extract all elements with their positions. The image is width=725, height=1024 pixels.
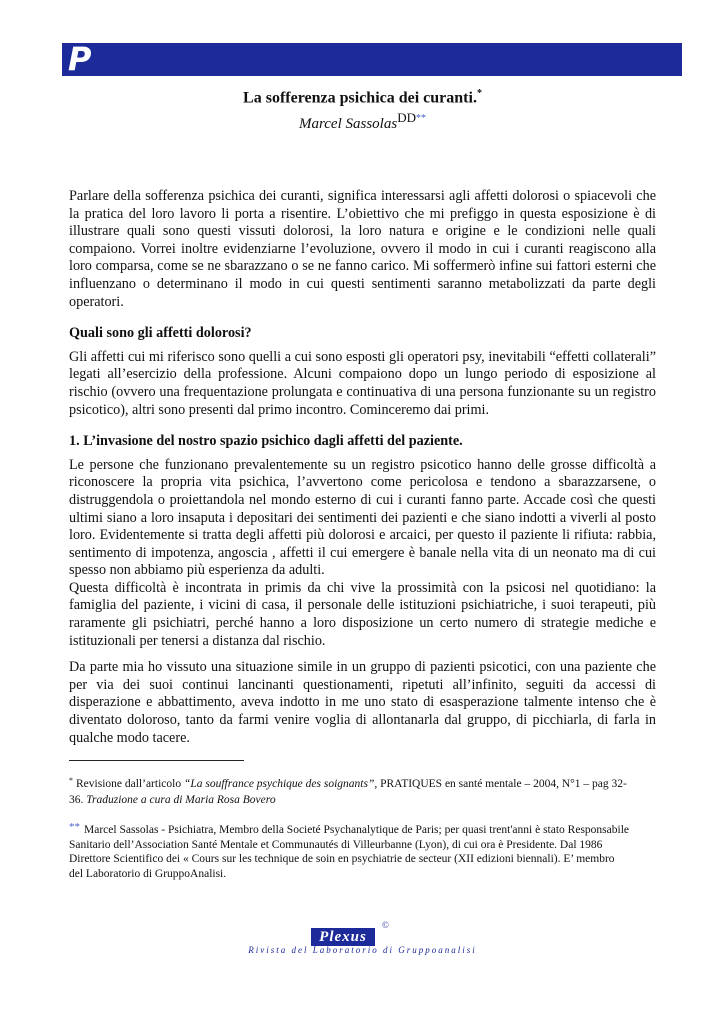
article-title — [0, 88, 725, 107]
invasione-paragraph-2: Questa difficoltà è incontrata in primis da chi vive la prossimità con la psicosi nel quotidiano: la famiglia del paziente, i vicini di casa, il personale delle istituzioni psichiatriche, i suoi terapeuti, più raramente gli psichiatri, perché hanno a loro disposizione un certo numero di strategie mediche e istituzionali per tenersi a distanza dal rischio. — [69, 579, 656, 649]
article-title-text: La sofferenza psichica dei curanti. — [243, 89, 477, 107]
footnote-1-pre: Revisione dall’articolo — [76, 778, 184, 790]
section-heading-invasione: 1. L’invasione del nostro spazio psichico dagli affetti del paziente. — [69, 433, 463, 450]
affetti-paragraph: Gli affetti cui mi riferisco sono quelli a cui sono esposti gli operatori psy, inevitabili “effetti collaterali” legati all’esercizio della professione. Alcuni compaiono dopo un lungo periodo di esposizione al rischio (ovvero una frequentazione prolungata e continuativa di una persona funzionante su un registro psicotico), altri sono presenti dal primo incontro. Cominceremo dai primi. — [69, 348, 656, 418]
journal-subtitle: Rivista del Laboratorio di Gruppoanalisi — [248, 945, 477, 955]
footnote-divider — [69, 760, 244, 761]
footnote-1-translation: Traduzione a cura di Maria Rosa Bovero — [86, 793, 276, 806]
footnote-2-mark: ** — [69, 821, 80, 833]
intro-paragraph: Parlare della sofferenza psichica dei curanti, significa interessarsi agli affetti dolorosi o spiacevoli che la pratica del loro lavoro li porta a risentire. L’obiettivo che mi prefiggo in questa esposizione è di illustrare quali sono questi vissuti dolorosi, la loro natura e origine e le condizioni nelle quali compaiono. Vorrei inoltre evidenziarne l’evoluzione, ovvero il modo in cui i curanti reagiscono alla loro comparsa, come se ne sbarazzano o se ne fanno carico. Mi soffermerò infine sui fattori esterni che influenzano o determinano il modo in cui questi sentimenti saranno metabolizzati da parte degli operatori. — [69, 188, 656, 310]
invasione-paragraph-3: Da parte mia ho vissuto una situazione simile in un gruppo di pazienti psicotici, con una paziente che per via dei suoi continui lancinanti questionamenti, ripetuti all’infinito, seguiti da accessi di disperazione e abbattimento, aveva indotto in me uno stato di esasperazione talmente intenso che è diventato doloroso, tanto da farmi venire voglia di allontanarla dal gruppo, di picchiarla, di farla in qualche modo tacere. — [69, 659, 656, 746]
footnote-1-mark: * — [69, 776, 73, 785]
title-footnote-mark[interactable]: * — [476, 88, 482, 99]
footnote-2 — [69, 823, 629, 881]
author-dd-mark: DD — [397, 110, 416, 125]
footnote-1-post: PRATIQUES en santé mentale – 2004, N°1 – pag 32-36. — [69, 778, 627, 806]
footnote-1-source-title: “La souffrance psychique des soignants”, — [183, 778, 378, 790]
author-line — [0, 110, 725, 133]
author-footnote-mark[interactable]: ** — [415, 113, 426, 124]
section-heading-affetti: Quali sono gli affetti dolorosi? — [69, 325, 252, 342]
footnote-2-text: Marcel Sassolas - Psichiatra, Membro della Societé Psychanalytique de Paris; per quasi trent'anni è stato Responsabile Sanitario dell’Association Santé Mentale et Communautés di Villeurbanne (Lyon), di cui ora è Presidente. Dal 1986 Direttore Scientifico dei « Cours sur les technique de soin en psychiatrie de secteur (XII edizioni biennali). E’ membro del Laboratorio di GruppoAnalisi. — [69, 824, 629, 880]
header-banner — [62, 40, 682, 78]
footnote-1 — [69, 777, 629, 807]
plexus-logo: Plexus — [311, 928, 375, 946]
article-body — [69, 188, 656, 756]
copyright-mark: © — [382, 920, 389, 930]
invasione-paragraph-1: Le persone che funzionano prevalentemente su un registro psicotico hanno delle grosse difficoltà a riconoscere la propria vita psichica, l’avvertono come pericolosa e tendono a sbarazzarsene, o distruggendola o proiettandola nel mondo esterno di cui i curanti fanno parte. Accade così che questi ultimi siano a loro insaputa i depositari dei sentimenti dei pazienti e che siano indotti a viverli al posto loro. Evidentemente si tratta degli affetti più dolorosi e arcaici, per questo il paziente li rifiuta: rabbia, sentimento di impotenza, angoscia , affetti il cui emergere è banale nella vita di un neonato ma di cui spesso non abbiamo più esperienza da adulti. — [69, 456, 656, 579]
journal-logo-letter: P — [68, 40, 92, 78]
author-name: Marcel Sassolas — [299, 116, 398, 132]
